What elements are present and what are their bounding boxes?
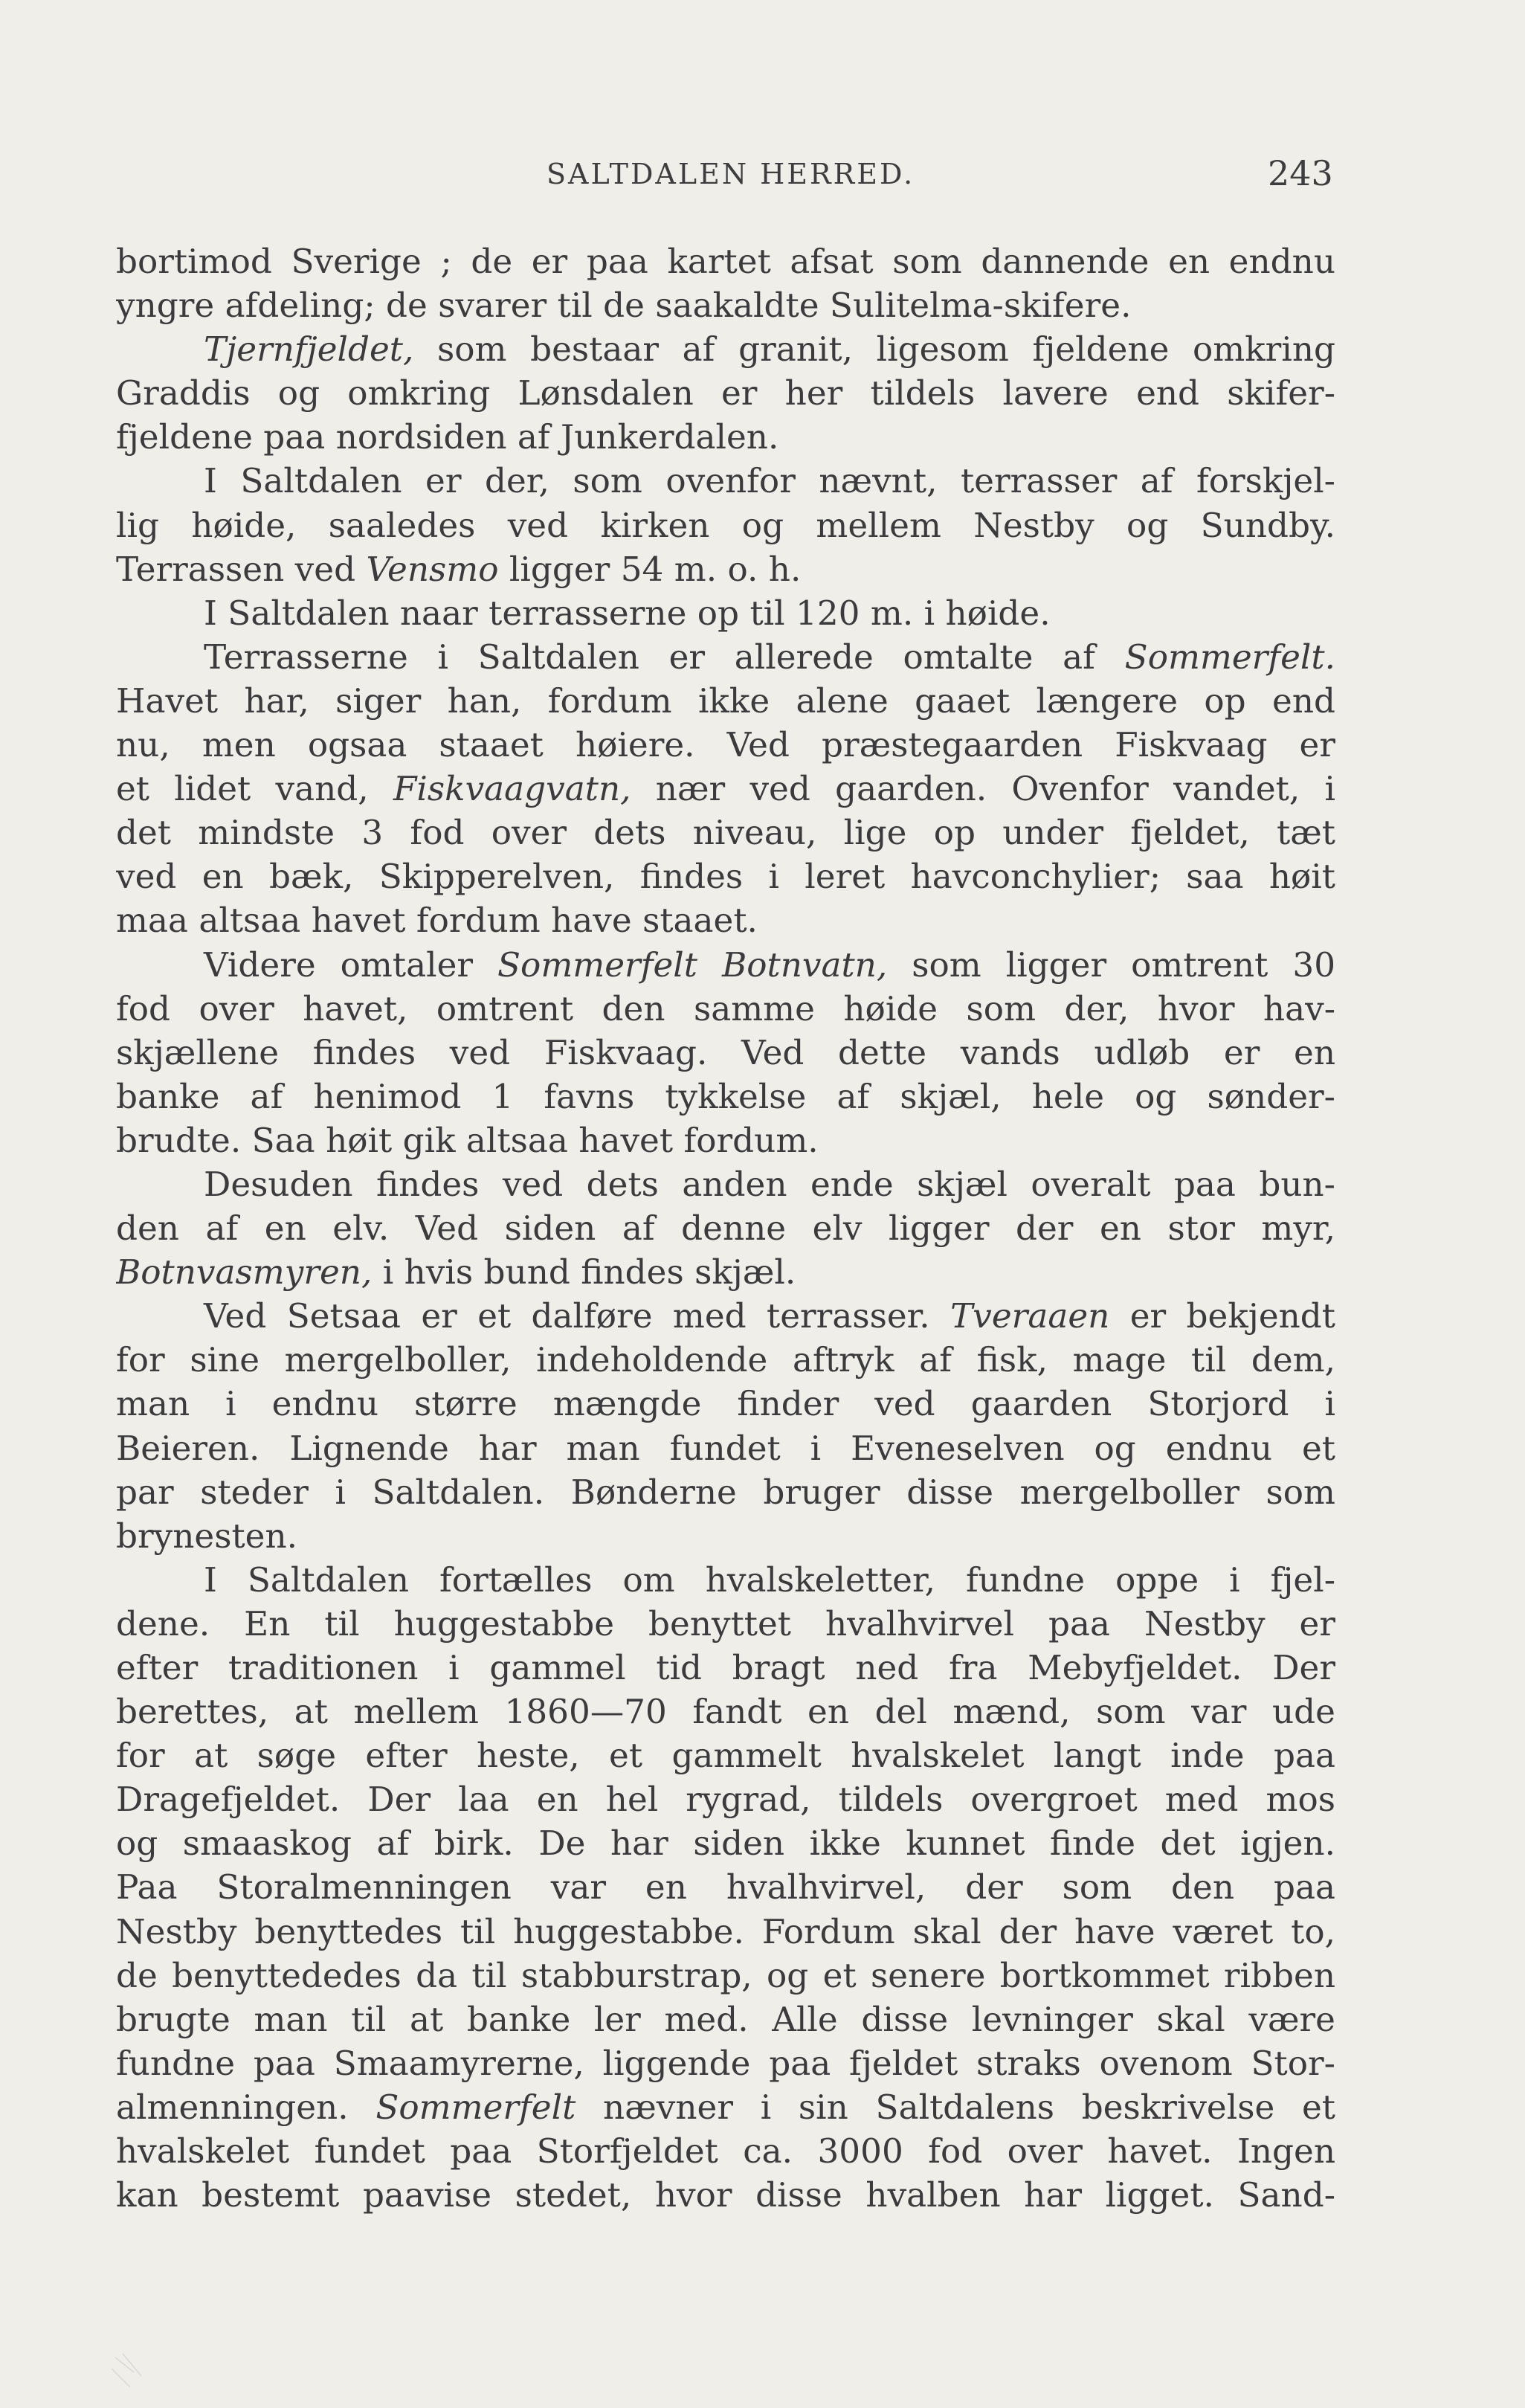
text-segment: kan bestemt paavise stedet, hvor disse hvalben har ligget. Sand- — [116, 2175, 1335, 2215]
italic-text: Tveraaen — [950, 1296, 1110, 1336]
text-segment: Graddis og omkring Lønsdalen er her tildels lavere end skifer- — [116, 373, 1335, 413]
text-segment: fod over havet, omtrent den samme høide som der, hvor hav- — [116, 988, 1335, 1028]
text-segment: den af en elv. Ved siden af denne elv ligger der en stor myr, — [116, 1208, 1335, 1249]
text-segment: almenningen. — [116, 2087, 376, 2127]
text-line — [116, 1075, 1335, 1118]
text-segment: skjællene findes ved Fiskvaag. Ved dette vands udløb er en — [116, 1032, 1335, 1072]
text-segment: berettes, at mellem 1860—70 fandt en del mænd, som var ude — [116, 1692, 1335, 1732]
italic-text: Sommerfelt — [375, 2087, 576, 2127]
text-segment: som ligger omtrent 30 — [887, 944, 1335, 985]
text-segment: nær ved gaarden. Ovenfor vandet, i — [631, 769, 1335, 809]
text-segment: man i endnu større mængde finder ved gaarden Storjord i — [116, 1384, 1335, 1424]
text-line — [116, 1733, 1335, 1777]
text-line — [116, 239, 1335, 283]
text-line — [116, 1294, 1335, 1338]
text-segment: brynesten. — [116, 1516, 298, 1556]
text-line — [116, 1602, 1335, 1646]
text-line — [116, 898, 1335, 942]
text-segment: banke af henimod 1 favns tykkelse af skjæl, hele og sønder- — [116, 1076, 1335, 1116]
text-segment: Desuden findes ved dets anden ende skjæl overalt paa bun- — [204, 1164, 1335, 1204]
italic-text: Vensmo — [366, 549, 499, 589]
italic-text: Sommerfelt Botnvatn, — [497, 944, 888, 985]
text-segment: og smaaskog af birk. De har siden ikke kunnet finde det igjen. — [116, 1823, 1335, 1864]
text-segment: et lidet vand, — [116, 769, 393, 809]
text-segment: I Saltdalen naar terrasserne op til 120 m. i høide. — [204, 593, 1051, 633]
text-line — [116, 1514, 1335, 1558]
body-text — [116, 239, 1335, 2217]
text-segment: I Saltdalen fortælles om hvalskeletter, fundne oppe i fjel- — [204, 1559, 1335, 1600]
text-segment: Terrassen ved — [116, 549, 367, 589]
italic-text: Sommerfelt. — [1124, 637, 1335, 677]
text-line — [116, 1777, 1335, 1821]
text-line — [116, 1162, 1335, 1206]
text-line — [116, 723, 1335, 767]
text-segment: i hvis bund findes skjæl. — [372, 1252, 796, 1292]
text-line — [116, 415, 1335, 459]
text-line — [116, 1250, 1335, 1294]
text-segment: ved en bæk, Skipperelven, findes i leret havconchylier; saa høit — [116, 857, 1335, 897]
text-line — [116, 1690, 1335, 1733]
text-line — [116, 2173, 1335, 2217]
text-line — [116, 1382, 1335, 1426]
text-line — [116, 811, 1335, 854]
text-line — [116, 1206, 1335, 1250]
text-line — [116, 503, 1335, 547]
text-segment: Havet har, siger han, fordum ikke alene gaaet længere op end — [116, 680, 1335, 721]
text-line — [116, 679, 1335, 723]
text-line — [116, 1997, 1335, 2041]
text-line — [116, 2085, 1335, 2129]
text-line — [116, 943, 1335, 987]
text-segment: Terrasserne i Saltdalen er allerede omtalte af — [204, 637, 1125, 677]
text-segment: nævner i sin Saltdalens beskrivelse et — [575, 2087, 1335, 2127]
text-line — [116, 547, 1335, 591]
text-segment: Nestby benyttedes til huggestabbe. Fordum skal der have været to, — [116, 1911, 1335, 1951]
text-segment: efter traditionen i gammel tid bragt ned fra Mebyfjeldet. Der — [116, 1648, 1335, 1687]
text-segment: som bestaar af granit, ligesom fjeldene omkring — [413, 329, 1335, 370]
italic-text: Botnvasmyren, — [116, 1252, 373, 1292]
text-line — [116, 1470, 1335, 1514]
text-line — [116, 1821, 1335, 1865]
text-segment: yngre afdeling; de svarer til de saakaldte Sulitelma-skifere. — [116, 286, 1132, 326]
text-line — [116, 854, 1335, 898]
text-line — [116, 1118, 1335, 1162]
text-segment: nu, men ogsaa staaet høiere. Ved præstegaarden Fiskvaag er — [116, 725, 1335, 765]
text-line — [116, 1910, 1335, 1954]
text-segment: par steder i Saltdalen. Bønderne bruger disse mergelboller som — [116, 1472, 1335, 1512]
text-line — [116, 767, 1335, 811]
page-number: 243 — [1268, 153, 1333, 193]
text-segment: fundne paa Smaamyrerne, liggende paa fjeldet straks ovenom Stor- — [116, 2043, 1335, 2083]
text-line — [116, 459, 1335, 503]
text-segment: fjeldene paa nordsiden af Junkerdalen. — [116, 417, 779, 457]
text-segment: Paa Storalmenningen var en hvalhvirvel, der som den paa — [116, 1867, 1335, 1908]
text-line — [116, 1338, 1335, 1382]
text-segment: hvalskelet fundet paa Storfjeldet ca. 3000 fod over havet. Ingen — [116, 2131, 1335, 2172]
text-segment: Dragefjeldet. Der laa en hel rygrad, tildels overgroet med mos — [116, 1780, 1335, 1820]
text-segment: brugte man til at banke ler med. Alle disse levninger skal være — [116, 1999, 1335, 2039]
text-segment: lig høide, saaledes ved kirken og mellem Nestby og Sundby. — [116, 505, 1335, 545]
text-line — [116, 371, 1335, 415]
text-segment: for at søge efter heste, et gammelt hvalskelet langt inde paa — [116, 1736, 1335, 1776]
text-line — [116, 1865, 1335, 1909]
text-line — [116, 1558, 1335, 1602]
italic-text: Fiskvaagvatn, — [393, 769, 631, 809]
text-segment: dene. En til huggestabbe benyttet hvalhvirvel paa Nestby er — [116, 1603, 1335, 1644]
text-line — [116, 1646, 1335, 1690]
text-segment: brudte. Saa høit gik altsaa havet fordum. — [116, 1120, 819, 1160]
text-line — [116, 1031, 1335, 1075]
text-segment: er bekjendt — [1109, 1296, 1335, 1336]
text-segment: maa altsaa havet fordum have staaet. — [116, 901, 758, 941]
text-segment: det mindste 3 fod over dets niveau, lige op under fjeldet, tæt — [116, 813, 1335, 853]
text-segment: Ved Setsaa er et dalføre med terrasser. — [204, 1296, 951, 1336]
text-line — [116, 2041, 1335, 2085]
text-line — [116, 283, 1335, 327]
text-segment: bortimod Sverige ; de er paa kartet afsat som dannende en endnu — [116, 242, 1335, 281]
italic-text: Tjernfjeldet, — [204, 329, 414, 370]
text-segment: Beieren. Lignende har man fundet i Eveneselven og endnu et — [116, 1428, 1335, 1468]
text-line — [116, 987, 1335, 1031]
text-segment: Videre omtaler — [204, 944, 498, 985]
text-line — [116, 327, 1335, 371]
text-segment: de benyttededes da til stabburstrap, og et senere bortkommet ribben — [116, 1955, 1335, 1995]
text-segment: ligger 54 m. o. h. — [498, 549, 802, 589]
text-line — [116, 591, 1335, 635]
text-line — [116, 2129, 1335, 2173]
text-segment: I Saltdalen er der, som ovenfor nævnt, terrasser af forskjel- — [204, 461, 1335, 501]
text-line — [116, 635, 1335, 679]
text-line — [116, 1426, 1335, 1470]
running-head: SALTDALEN HERRED. — [547, 158, 915, 190]
text-line — [116, 1954, 1335, 1997]
text-segment: for sine mergelboller, indeholdende aftryk af fisk, mage til dem, — [116, 1340, 1335, 1380]
paper-smudge — [112, 2350, 201, 2395]
